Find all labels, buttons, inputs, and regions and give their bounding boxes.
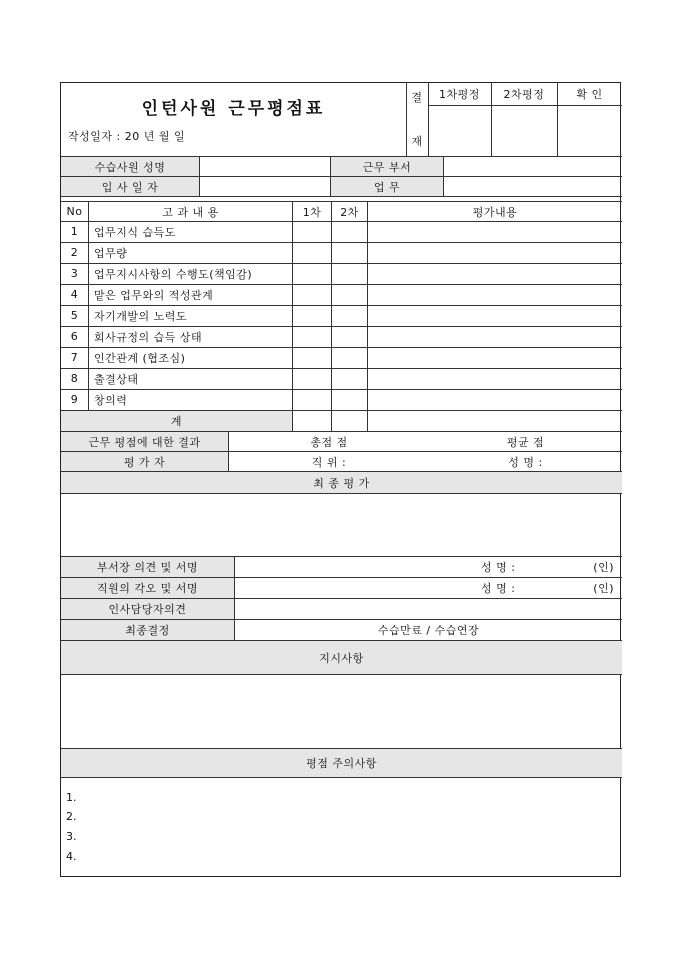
form-title: 인턴사원 근무평점표 — [141, 98, 326, 119]
evaluator-label: 평 가 자 — [61, 452, 228, 471]
approval-first-sign-box[interactable] — [428, 105, 491, 155]
row-no: 5 — [70, 309, 79, 322]
notes-header: 평점 주의사항 — [61, 749, 622, 777]
col-no-header: No — [66, 205, 83, 218]
row-item: 회사규정의 습득 상태 — [94, 330, 203, 344]
row-no: 7 — [70, 351, 79, 364]
final-decision-label: 최종결정 — [61, 620, 234, 640]
join-date-field[interactable] — [200, 177, 330, 196]
row-item: 자기개발의 노력도 — [94, 309, 188, 323]
approval-label-bottom: 재 — [411, 135, 423, 148]
approval-second-sign-box[interactable] — [491, 105, 557, 155]
row-item: 맡은 업무와의 적성관계 — [94, 288, 214, 302]
approval-label-top: 결 — [411, 91, 423, 104]
evaluator-name: 성 명 : — [508, 455, 543, 469]
dept-head-name-label: 성 명 : — [481, 561, 516, 574]
instructions-header: 지시사항 — [61, 641, 622, 674]
note-item: 3. — [66, 830, 77, 843]
col-second-header: 2차 — [340, 205, 359, 219]
approval-confirm: 확 인 — [576, 88, 603, 101]
final-decision-value: 수습만료 / 수습연장 — [377, 624, 480, 637]
department-field[interactable] — [444, 157, 622, 176]
trainee-name-field[interactable] — [200, 157, 330, 176]
approval-second: 2차평정 — [503, 88, 545, 101]
approval-confirm-sign-box[interactable] — [557, 105, 622, 155]
dept-head-opinion-field[interactable] — [235, 557, 465, 577]
staff-resolve-label: 직원의 각오 및 서명 — [61, 578, 234, 598]
row-item: 업무지시사항의 수행도(책임감) — [94, 267, 253, 281]
row-no: 2 — [70, 246, 79, 259]
note-item: 1. — [66, 791, 77, 804]
row-no: 6 — [70, 330, 79, 343]
col-item-header: 고 과 내 용 — [162, 205, 219, 219]
final-eval-header: 최 종 평 가 — [61, 472, 622, 493]
department-label: 근무 부서 — [331, 157, 443, 176]
row-item: 업무량 — [94, 246, 128, 260]
dept-head-label: 부서장 의견 및 서명 — [61, 557, 234, 577]
final-eval-area[interactable] — [61, 494, 622, 556]
row-no: 3 — [70, 267, 79, 280]
total-score: 총점 점 — [310, 435, 348, 449]
work-field[interactable] — [444, 177, 622, 196]
row-no: 9 — [70, 393, 79, 406]
date-line: 작성일자 : 20 년 월 일 — [68, 130, 186, 143]
row-item: 인간관계 (협조심) — [94, 351, 186, 365]
join-date-label: 입 사 일 자 — [61, 177, 199, 196]
row-item: 출결상태 — [94, 372, 139, 386]
note-item: 2. — [66, 810, 77, 823]
result-label: 근무 평점에 대한 결과 — [61, 432, 228, 451]
average-score: 평균 점 — [506, 435, 545, 449]
row-no: 8 — [70, 372, 79, 385]
work-label: 업 무 — [331, 177, 443, 196]
dept-head-seal: (인) — [593, 561, 614, 574]
instructions-area[interactable] — [61, 675, 622, 748]
row-item: 업무지식 습득도 — [94, 225, 176, 239]
note-item: 4. — [66, 850, 77, 863]
staff-name-label: 성 명 : — [481, 582, 516, 595]
hr-opinion-field[interactable] — [235, 599, 622, 619]
col-first-header: 1차 — [302, 205, 322, 219]
evaluator-position: 직 위 : — [311, 455, 347, 469]
approval-first: 1차평정 — [439, 88, 480, 101]
col-content-header: 평가내용 — [472, 205, 518, 219]
row-item: 창의력 — [94, 393, 128, 407]
row-no: 1 — [70, 225, 79, 238]
total-label: 계 — [61, 411, 292, 431]
trainee-name-label: 수습사원 성명 — [61, 157, 199, 176]
hr-opinion-label: 인사담당자의견 — [61, 599, 234, 619]
staff-seal: (인) — [593, 582, 614, 595]
row-no: 4 — [70, 288, 79, 301]
staff-resolve-field[interactable] — [235, 578, 465, 598]
evaluation-form — [60, 82, 621, 877]
